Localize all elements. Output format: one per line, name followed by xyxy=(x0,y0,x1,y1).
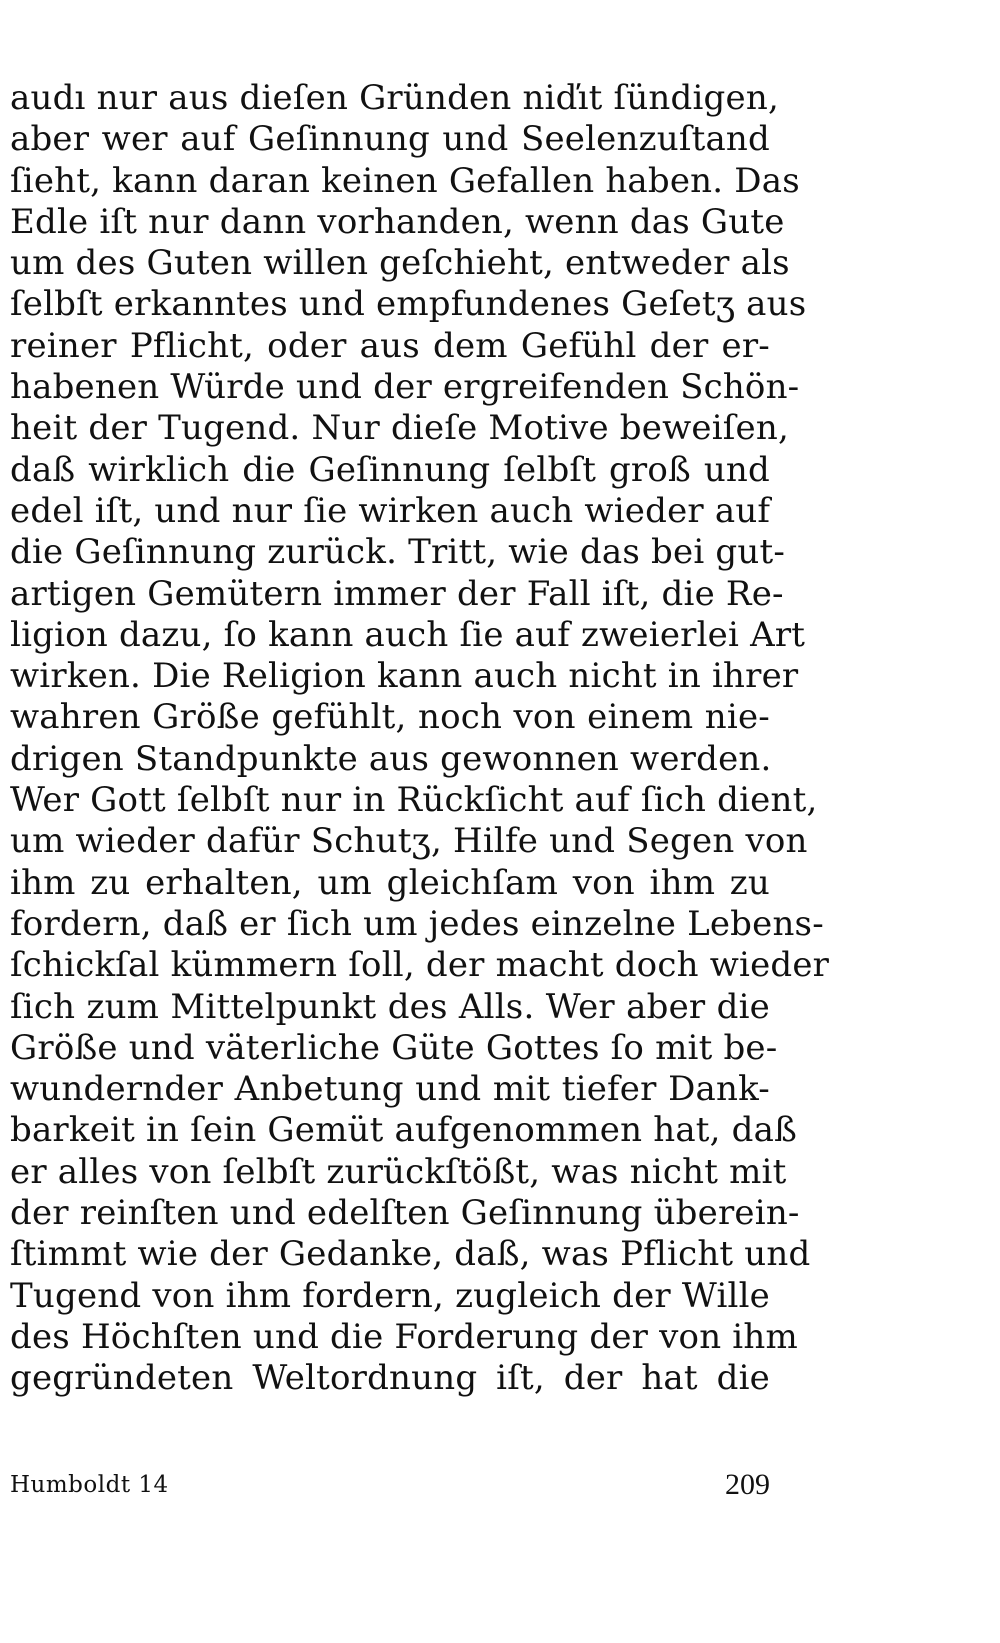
text-line-9: heit der Tugend. Nur dieſe Motive beweiſen, xyxy=(10,408,789,449)
text-line-20: ihm zu erhalten, um gleichſam von ihm zu xyxy=(10,862,770,903)
text-line-4: Edle iſt nur dann vorhanden, wenn das Gute xyxy=(10,201,785,242)
text-line-17: drigen Standpunkte aus gewonnen werden. xyxy=(10,738,772,779)
text-line-28: der reinſten und edelſten Geſinnung überein- xyxy=(10,1193,800,1234)
text-line-5: um des Guten willen geſchieht, entweder als xyxy=(10,243,790,284)
text-line-7: reiner Pflicht, oder aus dem Gefühl der er- xyxy=(10,325,770,366)
page-number: 209 xyxy=(725,1468,770,1501)
text-line-25: wundernder Anbetung und mit tiefer Dank- xyxy=(10,1069,770,1110)
text-line-12: die Geſinnung zurück. Tritt, wie das bei gut- xyxy=(10,532,786,573)
text-line-22: ſchickſal kümmern ſoll, der macht doch wieder xyxy=(10,945,830,986)
text-line-15: wirken. Die Religion kann auch nicht in ihrer xyxy=(10,656,799,697)
text-line-14: ligion dazu, ſo kann auch ſie auf zweierlei Art xyxy=(10,614,806,655)
body-text xyxy=(10,78,830,1400)
text-line-26: barkeit in ſein Gemüt aufgenommen hat, daß xyxy=(10,1110,798,1151)
text-line-27: er alles von ſelbſt zurückſtößt, was nicht mit xyxy=(10,1151,787,1192)
text-line-18: Wer Gott ſelbſt nur in Rückſicht auf ſich dient, xyxy=(10,780,818,821)
text-line-16: wahren Größe gefühlt, noch von einem nie- xyxy=(10,697,770,738)
text-line-23: ſich zum Mittelpunkt des Alls. Wer aber die xyxy=(10,986,770,1027)
text-line-6: ſelbſt erkanntes und empfundenes Geſetʒ aus xyxy=(10,284,807,325)
text-line-29: ſtimmt wie der Gedanke, daß, was Pflicht und xyxy=(10,1234,811,1275)
text-line-10: daß wirklich die Geſinnung ſelbſt groß und xyxy=(10,449,770,490)
text-line-8: habenen Würde und der ergreifenden Schön- xyxy=(10,367,800,408)
text-line-32: gegründeten Weltordnung iſt, der hat die xyxy=(10,1358,770,1399)
text-line-31: des Höchſten und die Forderung der von ihm xyxy=(10,1316,798,1357)
signature-mark: Humboldt 14 xyxy=(10,1472,169,1498)
text-line-19: um wieder dafür Schutʒ, Hilfe und Segen von xyxy=(10,821,808,862)
text-line-1: audı nur aus dieſen Gründen niďıt ſündigen, xyxy=(10,78,779,118)
text-line-11: edel iſt, und nur ſie wirken auch wieder auf xyxy=(10,490,771,531)
text-line-2: aber wer auf Geſinnung und Seelenzuſtand xyxy=(10,119,770,160)
text-line-3: ſieht, kann daran keinen Gefallen haben. Das xyxy=(10,160,800,201)
text-line-24: Größe und väterliche Güte Gottes ſo mit be- xyxy=(10,1027,778,1068)
text-line-13: artigen Gemütern immer der Fall iſt, die Re- xyxy=(10,573,784,614)
text-line-21: fordern, daß er ſich um jedes einzelne Lebens- xyxy=(10,903,824,944)
text-line-30: Tugend von ihm fordern, zugleich der Wille xyxy=(10,1275,770,1316)
page-footer xyxy=(10,1465,770,1505)
